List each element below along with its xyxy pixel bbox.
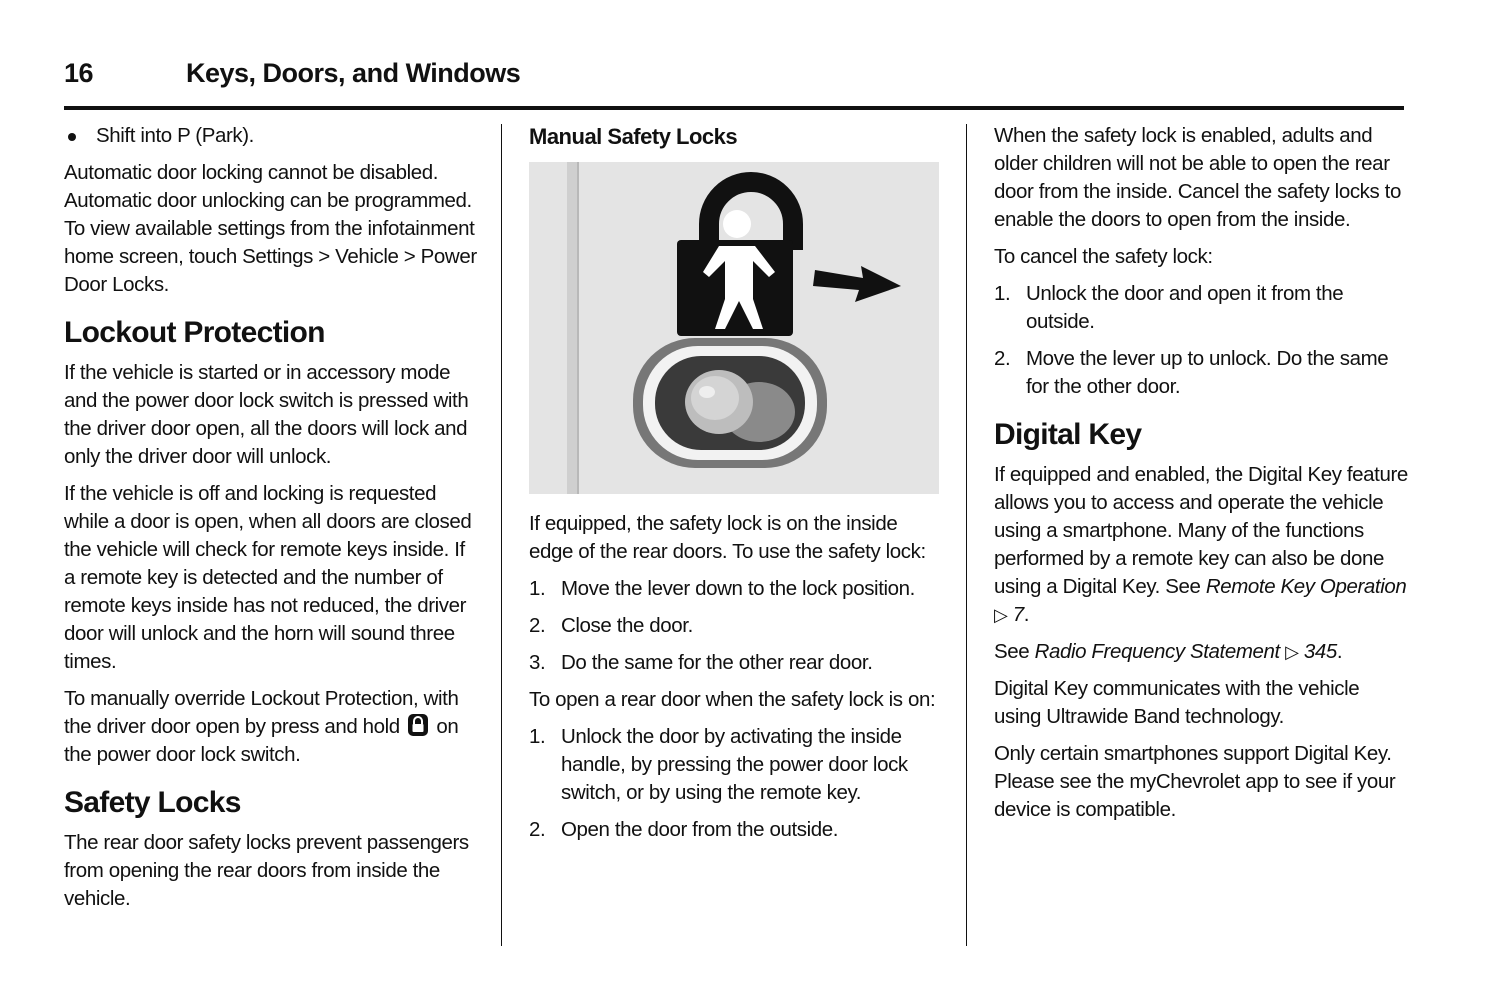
chapter-title: Keys, Doors, and Windows (186, 58, 521, 88)
page-header (64, 58, 1404, 110)
paragraph-equipped: If equipped, the safety lock is on the inside edge of the rear doors. To use the safety lock: (529, 512, 926, 563)
reference-arrow-icon: ▷ (1285, 642, 1299, 662)
list-item: 3. Do the same for the other rear door. (529, 651, 873, 674)
list-item: 2. Close the door. (529, 614, 693, 637)
paragraph-safety-enabled: When the safety lock is enabled, adults and older children will not be able to open the rear door from the inside. Cancel the safety locks to enable the doors to open from the inside. (994, 124, 1401, 231)
lock-icon (407, 713, 429, 737)
paragraph-override (64, 685, 479, 769)
override-text-a: To manually override Lockout Protection, with the driver door open by press and hold (64, 687, 459, 738)
lock-steps-list (529, 575, 944, 677)
paragraph-digital-3: Only certain smartphones support Digital Key. Please see the myChevrolet app to see if your device is compatible. (994, 742, 1396, 821)
paragraph-auto-lock: Automatic door locking cannot be disabled. Automatic door unlocking can be programmed. To view available settings from the infotainment home screen, touch Settings > Vehicle > Power Door Locks. (64, 161, 477, 296)
bullet-text: Shift into P (Park). (96, 124, 254, 147)
reference-arrow-icon: ▷ (994, 605, 1008, 625)
paragraph-lockout-2: If the vehicle is off and locking is requested while a door is open, when all doors are closed the vehicle will check for remote keys inside. If a remote key is detected and the number of remote keys inside has not reduced, the driver door will unlock and the horn will sound three times. (64, 482, 472, 673)
heading-lockout-protection: Lockout Protection (64, 316, 325, 349)
paragraph-safety: The rear door safety locks prevent passengers from opening the rear doors from inside the vehicle. (64, 831, 469, 910)
column-left (64, 122, 479, 922)
safety-lock-figure (529, 162, 939, 494)
paragraph-digital-1: If equipped and enabled, the Digital Key feature allows you to access and operate the vehicle using a smartphone. Many of the functions performed by a remote key can also be done using a Digital Key. See Remote Key Operation ▷ 7. (994, 463, 1408, 626)
link-radio-frequency-statement[interactable]: Radio Frequency Statement (1034, 640, 1280, 663)
link-page-number[interactable]: 7 (1012, 603, 1024, 626)
column-right (994, 122, 1409, 833)
list-item: 1. Move the lever down to the lock position. (529, 577, 915, 600)
paragraph-digital-2: Digital Key communicates with the vehicle using Ultrawide Band technology. (994, 677, 1360, 728)
column-middle (529, 122, 944, 853)
child-safety-lock-icon (529, 162, 939, 494)
list-item: 2. Open the door from the outside. (529, 818, 839, 841)
list-item: 2. Move the lever up to unlock. Do the same for the other door. (994, 347, 1389, 398)
heading-safety-locks: Safety Locks (64, 786, 241, 819)
heading-manual-safety-locks: Manual Safety Locks (529, 124, 738, 149)
list-item: 1. Unlock the door and open it from the outside. (994, 282, 1344, 333)
paragraph-open-rear-door: To open a rear door when the safety lock is on: (529, 688, 936, 711)
paragraph-cancel: To cancel the safety lock: (994, 245, 1213, 268)
paragraph-lockout-1: If the vehicle is started or in accessory mode and the power door lock switch is pressed with the driver door open, all the doors will lock and only the driver door will unlock. (64, 361, 469, 468)
column-divider (501, 124, 502, 946)
column-divider (966, 124, 967, 946)
link-remote-key-operation[interactable]: Remote Key Operation (1205, 575, 1407, 598)
link-page-number[interactable]: 345 (1303, 640, 1337, 663)
open-steps-list (529, 723, 944, 844)
heading-digital-key: Digital Key (994, 418, 1142, 451)
override-text-b: on the power door lock switch. (64, 715, 459, 766)
bullet-item (64, 122, 479, 150)
bullet-dot (68, 133, 76, 141)
paragraph-see-radio: See Radio Frequency Statement ▷ 345. (994, 640, 1343, 663)
list-item: 1. Unlock the door by activating the inside handle, by pressing the power door lock switch, or by using the remote key. (529, 725, 908, 804)
cancel-steps-list (994, 280, 1409, 401)
page-number: 16 (64, 58, 94, 88)
